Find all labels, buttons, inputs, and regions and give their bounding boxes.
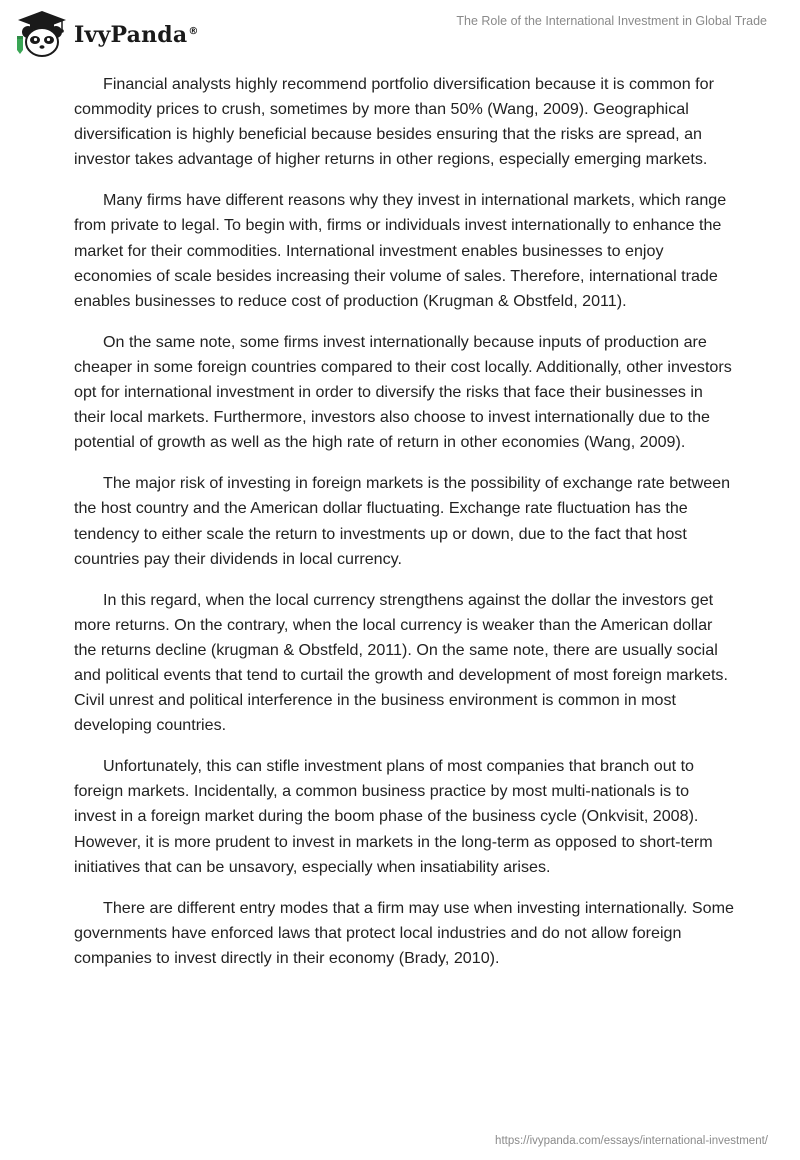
paragraph: Financial analysts highly recommend portfolio diversification because it is common for commodity prices to crush, sometimes by more than 50% (Wang, 2009). Geographical diversification is highly beneficial because besides ensuring that the risks are spread, an investor takes advantage of higher returns in other regions, especially emerging markets. xyxy=(74,75,714,169)
brand-logo[interactable] xyxy=(14,8,199,60)
essay-body xyxy=(74,72,734,987)
source-url-link[interactable]: https://ivypanda.com/essays/international-investment/ xyxy=(495,1135,768,1147)
panda-graduation-cap-icon xyxy=(14,8,70,60)
paragraph: Many firms have different reasons why they invest in international markets, which range from private to legal. To begin with, firms or individuals invest internationally to enhance the market for their commodities. International investment enables businesses to enjoy economies of scale besides increasing their volume of sales. Therefore, international trade enables businesses to reduce cost of production (Krugman & Obstfeld, 2011). xyxy=(74,191,727,310)
paragraph: In this regard, when the local currency strengthens against the dollar the investors get more returns. On the contrary, when the local currency is weaker than the American dollar the returns decline (krugman & Obstfeld, 2011). On the same note, there are usually social and political events that tend to curtail the growth and development of most foreign markets. Civil unrest and political interference in the business environment is common in most developing countries. xyxy=(74,590,728,735)
brand-name-text: IvyPanda xyxy=(74,22,188,48)
paragraph: On the same note, some firms invest internationally because inputs of production are cheaper in some foreign countries compared to their cost locally. Additionally, other investors opt for international investment in order to diversify the risks that face their businesses in their local markets. Furthermore, investors also choose to invest internationally due to the potential of growth as well as the high rate of return in other economies (Wang, 2009). xyxy=(74,332,732,452)
paragraph: There are different entry modes that a firm may use when investing internationally. Some governments have enforced laws that protect local industries and do not allow foreign companies to invest directly in their economy (Brady, 2010). xyxy=(74,898,734,967)
page-header xyxy=(0,0,800,70)
brand-name xyxy=(74,22,199,48)
paragraph: Unfortunately, this can stifle investment plans of most companies that branch out to foreign markets. Incidentally, a common business practice by most multi-nationals is to invest in a foreign market during the boom phase of the business cycle (Onkvisit, 2008). However, it is more prudent to invest in markets in the long-term as opposed to short-term initiatives that can be unsavory, especially when insatiability arises. xyxy=(74,757,713,876)
registered-mark: ® xyxy=(188,25,199,37)
paragraph: The major risk of investing in foreign markets is the possibility of exchange rate between the host country and the American dollar fluctuating. Exchange rate fluctuation has the tendency to either scale the return to investments up or down, due to the fact that host countries pay their dividends in local currency. xyxy=(74,474,731,568)
document-title: The Role of the International Investment in Global Trade xyxy=(456,14,767,28)
